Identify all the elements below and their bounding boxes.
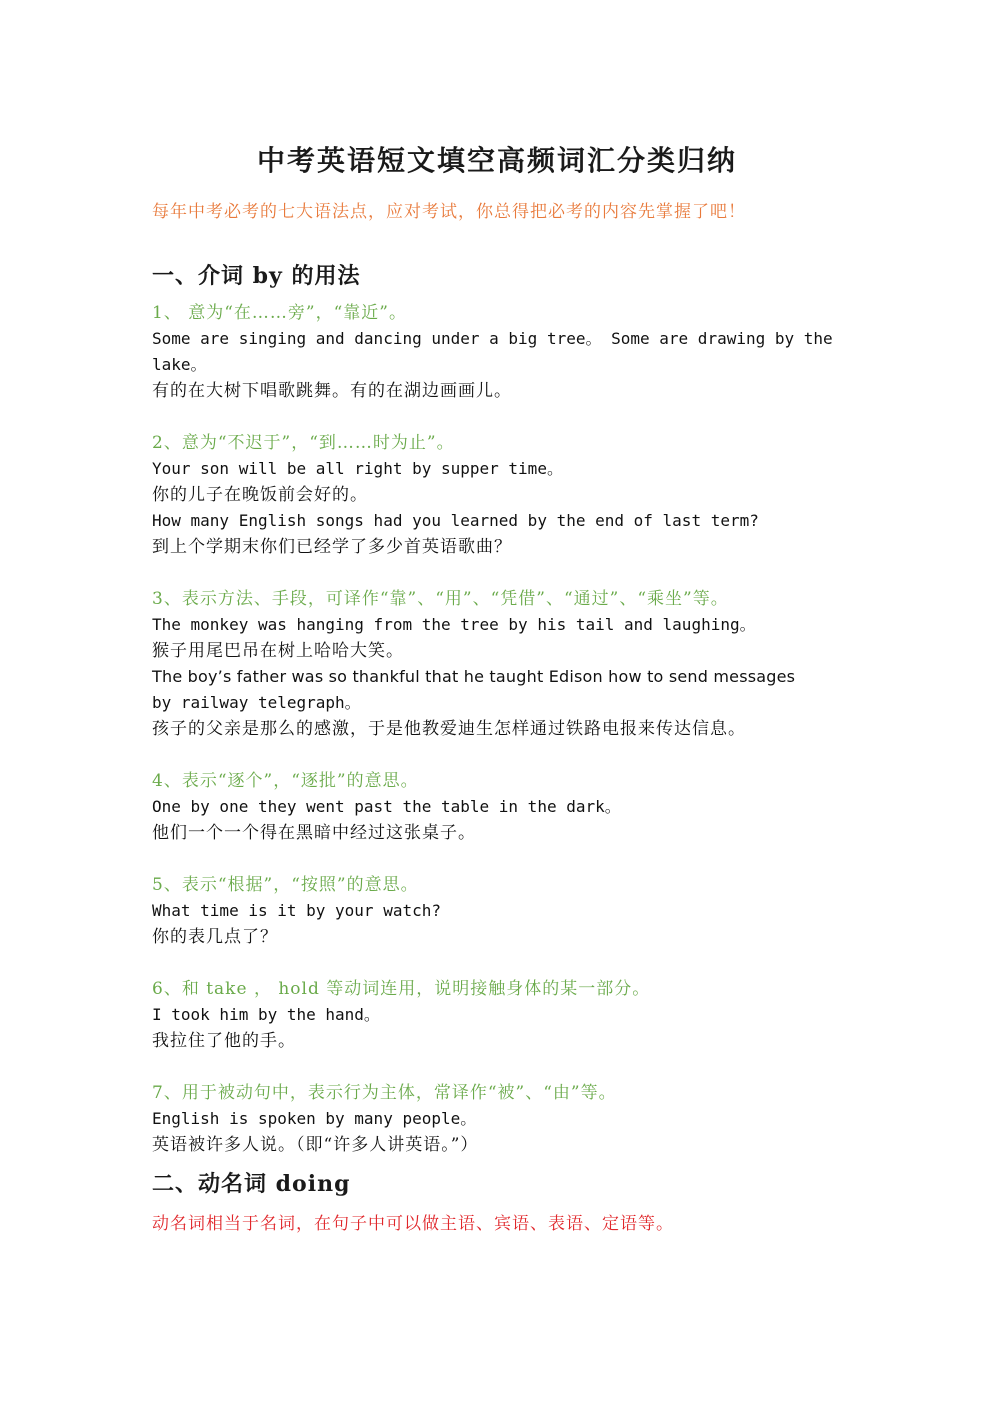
usage-item — [152, 872, 862, 950]
usage-subheading: 4、表示“逐个”，“逐批”的意思。 — [152, 771, 419, 791]
usage-item — [152, 976, 862, 1054]
usage-subheading: 1、 意为“在……旁”，“靠近”。 — [152, 303, 407, 323]
chinese-translation: 他们一个一个得在黑暗中经过这张桌子。 — [152, 823, 476, 843]
chinese-translation: 你的儿子在晚饭前会好的。 — [152, 485, 368, 505]
page-title: 中考英语短文填空高频词汇分类归纳 — [256, 144, 737, 177]
usage-subheading: 2、意为“不迟于”，“到……时为止”。 — [152, 433, 455, 453]
section-heading-doing: 二、动名词 doing — [152, 1171, 351, 1197]
chinese-translation: 你的表几点了？ — [152, 927, 278, 947]
english-example: Some are singing and dancing under a big tree。 Some are drawing by the — [152, 329, 833, 348]
english-example: The monkey was hanging from the tree by his tail and laughing。 — [152, 615, 756, 634]
section-heading-by: 一、介词 by 的用法 — [152, 263, 361, 289]
english-example: Your son will be all right by supper time。 — [152, 459, 563, 478]
english-example: The boy’s father was so thankful that he taught Edison how to send messages — [152, 667, 796, 686]
intro-text: 每年中考必考的七大语法点，应对考试，你总得把必考的内容先掌握了吧！ — [152, 202, 746, 222]
usage-item — [152, 300, 862, 404]
usage-item — [152, 1080, 862, 1158]
chinese-translation: 孩子的父亲是那么的感激，于是他教爱迪生怎样通过铁路电报来传达信息。 — [152, 719, 746, 739]
chinese-translation: 猴子用尾巴吊在树上哈哈大笑。 — [152, 641, 404, 661]
english-example: I took him by the hand。 — [152, 1005, 380, 1024]
usage-item — [152, 768, 862, 846]
usage-item — [152, 430, 862, 560]
section-doing-note: 动名词相当于名词，在句子中可以做主语、宾语、表语、定语等。 — [152, 1214, 674, 1234]
chinese-translation: 到上个学期末你们已经学了多少首英语歌曲？ — [152, 537, 512, 557]
usage-subheading: 5、表示“根据”，“按照”的意思。 — [152, 875, 419, 895]
chinese-translation: 英语被许多人说。（即“许多人讲英语。”） — [152, 1135, 479, 1155]
english-example: lake。 — [152, 355, 207, 374]
document-page — [152, 140, 862, 1238]
chinese-translation: 我拉住了他的手。 — [152, 1031, 296, 1051]
usage-subheading: 3、表示方法、手段，可译作“靠”、“用”、“凭借”、“通过”、“乘坐”等。 — [152, 589, 729, 609]
usage-subheading: 7、用于被动句中，表示行为主体，常译作“被”、“由”等。 — [152, 1083, 617, 1103]
section-by-items — [152, 300, 862, 1158]
english-example: by railway telegraph。 — [152, 693, 361, 712]
english-example: English is spoken by many people。 — [152, 1109, 477, 1128]
english-example: How many English songs had you learned by the end of last term? — [152, 511, 759, 530]
english-example: One by one they went past the table in the dark。 — [152, 797, 621, 816]
english-example: What time is it by your watch? — [152, 901, 441, 920]
usage-subheading: 6、和 take ， hold 等动词连用，说明接触身体的某一部分。 — [152, 979, 651, 999]
chinese-translation: 有的在大树下唱歌跳舞。有的在湖边画画儿。 — [152, 381, 512, 401]
usage-item — [152, 586, 862, 742]
